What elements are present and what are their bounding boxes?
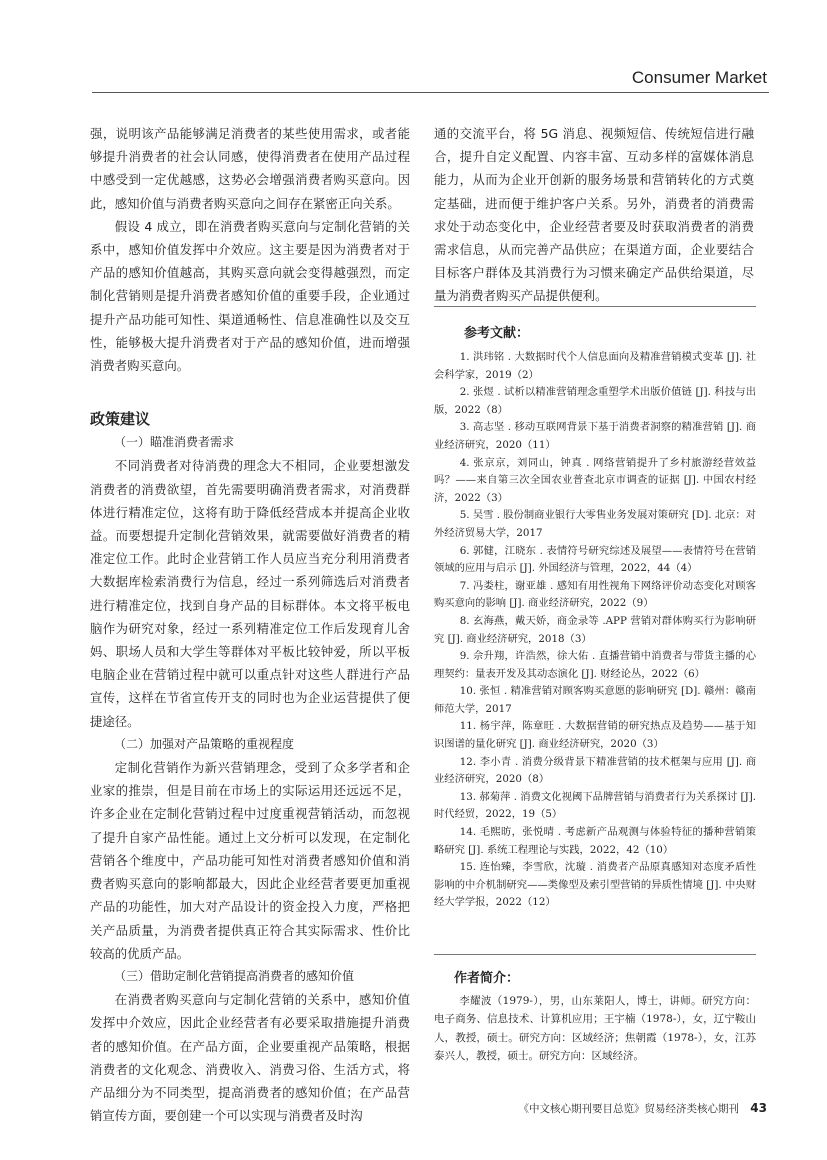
subsection-title-3: （三）借助定制化营销提高消费者的感知价值 [114, 968, 355, 983]
body-paragraph: 强，说明该产品能够满足消费者的某些使用需求，或者能够提升消费者的社会认同感，使得消费者在使用产品过程中感受到一定优越感，这势必会增强消费者购买意向。因此，感知价值与消费者购买意向之间存在紧密正向关系。 [90, 126, 410, 211]
reference-item: 5. 吴雪 . 股份制商业银行大零售业务发展对策研究 [D]. 北京：对外经济贸易大学，2017 [434, 509, 756, 539]
author-top-rule [434, 954, 756, 955]
body-paragraph: 假设 4 成立，即在消费者购买意向与定制化营销的关系中，感知价值发挥中介效应。这主要是因为消费者对于产品的感知价值越高，其购买意向就会变得越强烈，而定制化营销则是提升消费者感知价值的重要手段，企业通过提升产品功能可知性、渠道通畅性、信息准确性以及交互性，能够极大提升消费者对于产品的感知价值，进而增强消费者购买意向。 [90, 218, 410, 374]
running-header-title: Consumer Market [631, 68, 767, 87]
references-top-rule [434, 306, 756, 307]
left-column [90, 122, 410, 1127]
right-column [434, 122, 754, 308]
reference-item: 12. 李小青 . 消费分级背景下精准营销的技术框架与应用 [J]. 商业经济研究，2020（8） [434, 755, 756, 786]
reference-item: 4. 张京京，刘同山，钟真 . 网络营销提升了乡村旅游经营效益吗？——来自第三次全国农业普查北京市调查的证据 [J]. 中国农村经济，2022（3） [434, 456, 756, 504]
reference-item: 11. 杨宇萍，陈章旺 . 大数据营销的研究热点及趋势——基于知识图谱的量化研究 [J]. 商业经济研究，2020（3） [434, 720, 756, 751]
section-title-policy: 政策建议 [90, 410, 151, 429]
subsection-title-2: （二）加强对产品策略的重视程度 [114, 736, 295, 751]
author-section [434, 954, 756, 1066]
subsection-title-1: （一）瞄准消费者需求 [114, 435, 235, 450]
reference-item: 8. 玄海燕，戴天娇，商金录等 .APP 营销对群体购买行为影响研究 [J]. 商业经济研究，2018（3） [434, 614, 756, 645]
reference-item: 7. 冯娄柱，谢亚雄 . 感知有用性视角下网络评价动态变化对顾客购买意向的影响 [J]. 商业经济研究，2022（9） [434, 579, 756, 610]
header-divider [92, 92, 769, 93]
reference-item: 6. 郭健，江晓东 . 表情符号研究综述及展望——表情符号在营销领域的应用与启示 [J]. 外国经济与管理，2022，44（4） [434, 544, 756, 575]
reference-item: 15. 连怡臻，李雪欣，沈璇 . 消费者产品原真感知对态度矛盾性影响的中介机制研究——类像型及索引型营销的异质性情境 [J]. 中央财经大学学报，2022（12） [434, 861, 756, 909]
footer-journal-text: 《中文核心期刊要目总览》贸易经济类核心期刊 [518, 1103, 739, 1115]
references-title: 参考文献： [464, 326, 530, 341]
reference-item: 10. 张恒 . 精准营销对顾客购买意愿的影响研究 [D]. 赣州：赣南师范大学，2017 [434, 685, 756, 715]
author-bio: 李耀波（1979-），男，山东莱阳人，博士，讲师。研究方向：电子商务、信息技术、计算机应用；王宇楠（1978-），女，辽宁鞍山人，教授，硕士。研究方向：区域经济；焦朝霞（1978-），女，江苏泰兴人，教授，硕士。研究方向：区域经济。 [434, 995, 756, 1063]
body-paragraph: 定制化营销作为新兴营销理念，受到了众多学者和企业家的推崇，但是目前在市场上的实际运用还远远不足，许多企业在定制化营销过程中过度重视营销活动，而忽视了提升自家产品性能。通过上文分析可以发现，在定制化营销各个维度中，产品功能可知性对消费者感知价值和消费者购买意向的影响都最大，因此企业经营者要更加重视产品的功能性，加大对产品设计的资金投入力度，严格把关产品质量，为消费者提供真正符合其实际需求、性价比较高的优质产品。 [90, 760, 410, 961]
reference-item: 13. 郝菊萍 . 消费文化视阈下品牌营销与消费者行为关系探讨 [J]. 时代经贸，2022，19（5） [434, 790, 756, 821]
page-number: 43 [750, 1101, 767, 1115]
reference-item: 2. 张煜 . 试析以精准营销理念重塑学术出版价值链 [J]. 科技与出版，2022（8） [434, 386, 756, 416]
reference-item: 9. 佘升翔，许浩然，徐大佑 . 直播营销中消费者与带货主播的心理契约：量表开发及其动态演化 [J]. 财经论丛，2022（6） [434, 650, 756, 680]
reference-item: 1. 洪玮铭 . 大数据时代个人信息面向及精准营销模式变革 [J]. 社会科学家，2019（2） [434, 351, 756, 381]
body-paragraph: 在消费者购买意向与定制化营销的关系中，感知价值发挥中介效应，因此企业经营者有必要采取措施提升消费者的感知价值。在产品方面，企业要重视产品策略，根据消费者的文化观念、消费收入、消费习俗、生活方式，将产品细分为不同类型，提高消费者的感知价值；在产品营销宣传方面，要创建一个可以实现与消费者及时沟 [90, 992, 410, 1124]
reference-item: 3. 高志坚 . 移动互联网背景下基于消费者洞察的精准营销 [J]. 商业经济研究，2020（11） [434, 421, 756, 451]
references-section [434, 306, 756, 912]
body-paragraph: 不同消费者对待消费的理念大不相同，企业要想激发消费者的消费欲望，首先需要明确消费者需求，对消费群体进行精准定位，这将有助于降低经营成本并提高企业收益。而要想提升定制化营销效果，就需要做好消费者的精准定位工作。此时企业营销工作人员应当充分利用消费者大数据库检索消费行为信息，经过一系列筛选后对消费者进行精准定位，找到自身产品的目标群体。本文将平板电脑作为研究对象，经过一系列精准定位工作后发现育儿舍妈、职场人员和大学生等群体对平板比较钟爱，所以平板电脑企业在营销过程中就可以重点针对这些人群进行产品宣传，这样在节省宣传开支的同时也为企业运营提供了便捷途径。 [90, 458, 410, 729]
reference-item: 14. 毛熙昉，张悦晴 . 考虑新产品观测与体验特征的播种营销策略研究 [J]. 系统工程理论与实践，2022，42（10） [434, 826, 756, 856]
body-paragraph-continuation: 通的交流平台，将 5G 消息、视频短信、传统短信进行融合，提升自定义配置、内容丰富、互动多样的富媒体消息能力，从而为企业开创新的服务场景和营销转化的方式奠定基础，进而便于维护客户关系。另外，消费者的消费需求处于动态变化中，企业经营者要及时获取消费者的消费需求信息，从而完善产品供应；在渠道方面，企业要结合目标客户群体及其消费行为习惯来确定产品供给渠道，尽量为消费者购买产品提供便利。 [434, 126, 754, 304]
page-footer [518, 1101, 767, 1116]
author-title: 作者简介： [454, 971, 520, 986]
